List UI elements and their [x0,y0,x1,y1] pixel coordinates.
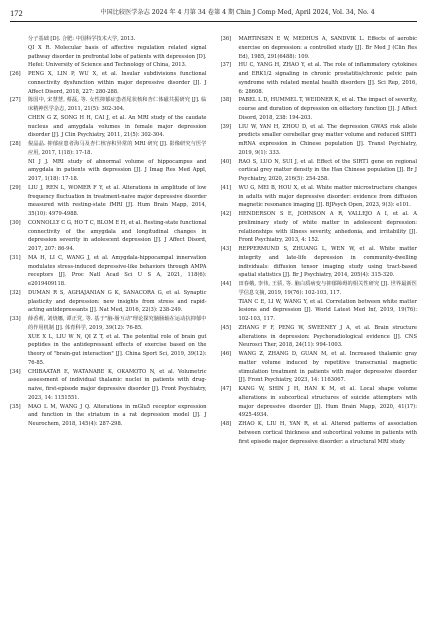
reference-text: ZHAO K, LIU H, YAN R, et al. Altered patterns of association between cortical thickness and subcortical volume in patients with first episode major depressive disorder: a structural MRI study [238,421,417,445]
reference-entry [10,96,207,114]
reference-number: [37] [220,62,232,69]
reference-text: CHEN G Z, SONG H H, CAI J, et al. An MRI study of the caudate nucleus and amygdala volumes in female major depression disorder [J]. J Clin Psychiatry, 2011, 21(5): 302-304. [28,114,207,139]
reference-entry [10,70,207,96]
reference-entry [10,333,207,368]
reference-text: CHIBAATAR E, WATANABE K, OKAMOTO N, et al. Volumetric assessment of individual thalamic nuclei in patients with drug-naive, first-episode major depressive disorder [J]. Front Psychiatry, 2023, 14: 1151551. [28,368,207,401]
reference-number: [43] [220,246,232,252]
page-number: 172 [10,8,23,18]
reference-entry [10,35,207,44]
reference-entry [10,254,207,289]
reference-columns [10,35,417,619]
reference-entry [221,280,418,298]
reference-entry [10,289,207,315]
reference-entry [221,35,418,61]
reference-entry [221,158,418,184]
reference-entry [10,184,207,219]
left-column [10,35,207,619]
reference-text: TIAN C E, LI W, WANG Y, et al. Correlation between white matter lesions and depression [J]. World Latest Med Inf, 2019, 19(76): 102-103, 117. [238,298,417,322]
reference-text: 陈国中, 宋慧慧, 蔡磊, 等. 女性抑郁症患者尾状核和杏仁体磁共振研究 [J]. 临床精神医学杂志, 2011, 21(5): 302-304. [28,97,207,112]
reference-number: [31] [10,254,21,261]
right-column [221,35,418,619]
reference-text: CONNOLLY C G, HO T C, BLOM E H, et al. Resting-state functional connectivity of the amygdala and longitudinal changes in depression severity in adolescent depression [J]. J Affect Disord, 2017, 207: 86-94. [28,219,207,252]
running-header [10,5,417,22]
reference-text: MAO L M, WANG J Q. Alterations in mGlu5 receptor expression and function in the striatum in a rat depression model [J]. J Neurochem, 2018, 145(4): 287-298. [28,403,207,427]
reference-entry [10,368,207,403]
reference-number: [35] [10,403,21,410]
reference-text: KANG W, SHIN J H, HAN K M, et al. Local shape volume alterations in subcortical structures of suicide attempters with major depressive disorder [J]. Hum Brain Mapp, 2020, 41(17): 4925-4934. [238,386,417,419]
reference-text: PENG X, LIN P, WU X, et al. Insular subdivisions functional connectivity dysfunction within major depressive disorder [J]. J Affect Disord, 2018, 227: 280-288. [28,71,207,95]
reference-number: [36] [220,36,232,42]
reference-text: ZHANG F F, PENG W, SWEENEY J A, et al. Brain structure alterations in depression: Psychoradiological evidence [J]. CNS Neurosci Ther, 2018, 24(11): 994-1003. [238,324,417,349]
reference-number: [48] [220,421,232,427]
reference-number: [39] [220,123,232,130]
reference-entry [10,114,207,140]
reference-text: DUMAN R S, AGHAJANIAN G K, SANACORA G, et al. Synaptic plasticity and depression: new insights from stress and rapid-acting antidepressants [J]. Nat Med, 2016, 22(3): 238-249. [28,289,207,314]
reference-number: [41] [220,184,232,191]
reference-number [10,44,28,70]
reference-entry [10,219,207,254]
reference-text: RAO S, LUO N, SUI J, et al. Effect of the SIRT1 gene on regional cortical grey matter density in the Han Chinese population [J]. Br J Psychiatry, 2020, 216(5): 254-258. [238,158,417,182]
reference-text: HENDERSON S E, JOHNSON A R, VALLEJO A I, et al. A preliminary study of white matter in adolescent depression: relationships with illness severity, anhedonia, and irritability [J]. Front Psychiatry, 2013, 4: 152. [238,211,417,244]
reference-entry [221,245,418,280]
reference-entry [221,385,418,420]
reference-number: [42] [220,211,232,217]
reference-entry [221,324,418,350]
reference-text: QI X R. Molecular basis of affective regulation related signal pathway disorder in prefrontal lobe of patients with depression [D]. Hefei: University of Science and Technology of China, 2013. [28,44,207,69]
reference-entry [221,420,418,446]
reference-entry [221,184,418,210]
reference-number: [46] [220,351,232,357]
reference-entry [10,140,207,158]
reference-entry [221,61,418,96]
reference-text: REPPERMUND S, ZHUANG L, WEN W, et al. White matter integrity and late-life depression in community-dwelling individuals: diffusion tensor imaging study using tract-based spatial statistics [J]. Br J Psychiatry, 2014, 205(4): 315-320. [238,246,417,279]
reference-number: [38] [220,97,232,104]
reference-entry [10,315,207,333]
reference-text: 田春娥, 李伟, 王骄, 等. 脑白质病变与抑郁障碍的相关性研究 [J]. 世界最新医学信息文摘, 2019, 19(76): 102-103, 117. [238,281,417,296]
reference-number [10,114,28,140]
reference-number: [34] [10,368,21,375]
reference-number: [27] [10,97,21,104]
reference-number [10,333,28,368]
reference-number: [30] [10,219,21,226]
reference-text: NI J J. MRI study of abnormal volume of hippocampus and amygdala in patients with depression [J]. J Imag Res Med Appl, 2017, 1(18): 17-18. [28,158,207,182]
reference-entry [221,350,418,385]
reference-text: MA H, LI C, WANG J, et al. Amygdala-hippocampal innervation modulates stress-induced depressive-like behaviors through AMPA receptors [J]. Proc Natl Acad Sci U S A, 2021, 118(6): e2019409118. [28,254,207,287]
reference-text: XUE X L, LIU W N, QI Z T, et al. The potential role of brain gut peptides in the antidepressant effects of exercise based on the theory of "brain-gut interaction" [J]. China Sport Sci, 2019, 39(12): 76-85. [28,333,207,366]
reference-text: HU C, YANG H, ZHAO Y, et al. The role of inflammatory cytokines and ERK1/2 signaling in chronic prostatitis/chronic pelvic pain syndrome with related mental health disorders [J]. Sci Rep, 2016, 6: 28608. [238,62,417,95]
reference-entry [221,96,418,122]
reference-number: [29] [10,184,21,191]
reference-number: [45] [220,324,232,331]
reference-number [10,35,28,44]
reference-entry [221,210,418,245]
reference-number [10,158,28,184]
reference-text: 分子基础 [D]. 合肥: 中国科学技术大学, 2013. [28,36,136,42]
reference-number: [28] [10,141,21,147]
reference-entry [221,298,418,324]
reference-text: LIU W, YAN H, ZHOU D, et al. The depression GWAS risk allele predicts smaller cerebellar gray matter volume and reduced SIRT1 mRNA expression in Chinese population [J]. Transl Psychiatry, 2019, 9(1): 333. [238,123,417,156]
reference-number: [40] [220,158,232,165]
reference-number: [26] [10,71,21,77]
reference-number: [32] [10,289,21,296]
reference-text: 倪晶晶. 抑郁症患者海马及杏仁核容积异常的 MRI 研究 [J]. 影像研究与医学应用, 2017, 1(18): 17-18. [28,141,207,156]
reference-number [221,298,239,324]
reference-text: MARTINSEN E W, MEDHUS A, SANDVIK L. Effects of aerobic exercise on depression: a controlled study [J]. Br Med J (Clin Res Ed), 1985, 291(6488): 109. [238,36,417,60]
reference-text: LIU J, REN L, WOMER F Y, et al. Alterations in amplitude of low frequency fluctuation in treatment-naive major depressive disorder measured with resting-state fMRI [J]. Hum Brain Mapp, 2014, 35(10): 4979-4988. [28,184,207,217]
reference-text: WANG Z, ZHANG D, GUAN M, et al. Increased thalamic gray matter volume induced by repetitive transcranial magnetic stimulation treatment in patients with major depressive disorder [J]. Front Psychiatry, 2023, 14: 1163067. [238,351,417,384]
journal-title: 中国比较医学杂志 2024 年 4 月第 34 卷第 4 期 Chin J Comp Med, April 2024, Vol. 34, No. 4 [100,9,375,16]
reference-number: [44] [220,281,232,287]
reference-number: [47] [220,386,232,392]
reference-text: WU G, MEI B, HOU X, et al. White matter microstructure changes in adults with major depressive disorder: evidence from diffusion magnetic resonance imaging [J]. BJPsych Open, 2023, 9(3): e101. [238,184,417,209]
reference-entry [10,158,207,184]
reference-entry [10,44,207,70]
reference-text: 薛香莉, 刘烧娜, 谭正党, 等. 基于"脑-肠互动"理论探究脑肠轴在运动抗抑郁中的作用机制 [J]. 体育科学, 2019, 39(12): 76-85. [28,316,207,331]
reference-entry [10,403,207,429]
reference-number: [33] [10,316,21,322]
reference-entry [221,123,418,158]
reference-text: PABEL L D, HUMMEL T, WEIDNER K, et al. The impact of severity, course and duration of depression on olfactory function [J]. J Affect Disord, 2018, 238: 194-203. [238,97,417,121]
